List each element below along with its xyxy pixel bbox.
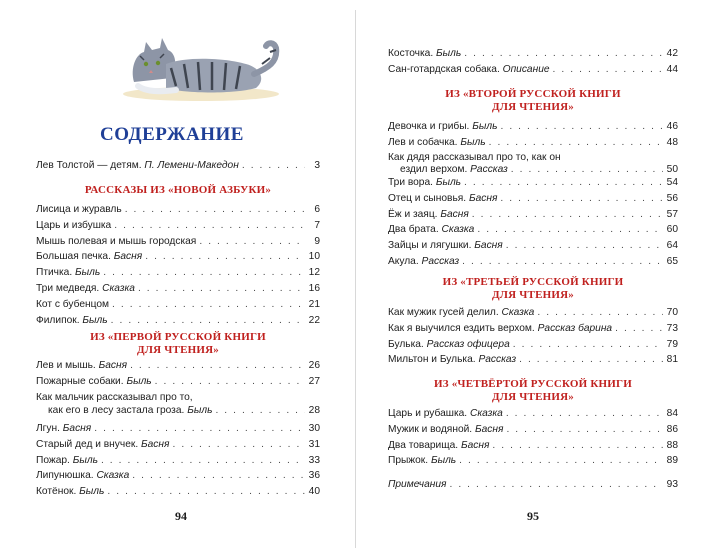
dot-leader [103, 267, 305, 279]
heading-line-1: ИЗ «ТРЕТЬЕЙ РУССКОЙ КНИГИ [442, 276, 624, 288]
entry-title: Как я выучился ездить верхом. [388, 322, 535, 334]
entry-page: 33 [308, 454, 320, 466]
toc-entry [36, 376, 320, 388]
entry-genre: Сказка [501, 307, 535, 318]
heading-line-2: ДЛЯ ЧТЕНИЯ» [492, 391, 574, 403]
entry-genre: Быль [187, 405, 213, 416]
entry-page: 86 [666, 423, 678, 435]
entry-title-line-2: как его в лесу застала гроза. [48, 405, 185, 416]
entry-title: Как мужик гусей делил. [388, 307, 499, 318]
entry-genre: Быль [126, 375, 152, 387]
entry-page: 31 [308, 438, 320, 450]
dot-leader [172, 439, 305, 451]
entry-page: 9 [314, 235, 320, 247]
entry-title: Царь и избушка [36, 219, 112, 231]
entry-title: Акула. [388, 256, 419, 267]
entry-page: 89 [666, 455, 678, 467]
toc-entry [36, 251, 320, 263]
entry-page: 84 [666, 408, 678, 419]
page-number-left: 94 [175, 509, 187, 523]
entry-title: Большая печка. [36, 251, 111, 263]
entry-title: Прыжок. [388, 455, 429, 467]
toc-entry [388, 354, 678, 366]
entry-title: Отец и сыновья. [388, 192, 467, 204]
entry-title: Пожар. [36, 454, 70, 466]
entry-title: Мужик и водяной. [388, 423, 473, 435]
entry-genre: Рассказ офицера [426, 338, 510, 350]
page-number-right: 95 [527, 509, 539, 523]
toc-entry [36, 455, 320, 467]
toc-entry-multiline-tail [400, 164, 678, 176]
entry-title: Птичка. [36, 267, 73, 279]
dot-leader [506, 424, 663, 436]
dot-leader [537, 307, 663, 319]
dot-leader [506, 240, 663, 252]
dot-leader [138, 283, 305, 295]
toc-entry [388, 256, 678, 268]
entry-title: Зайцы и лягушки. [388, 240, 472, 252]
entry-page: 10 [308, 251, 320, 263]
dot-leader [513, 339, 663, 351]
dot-leader [506, 408, 663, 420]
toc-entry [36, 439, 320, 451]
toc-entry [388, 323, 678, 335]
dot-leader [114, 220, 305, 232]
entry-page: 57 [666, 208, 678, 220]
cat-illustration [116, 34, 286, 104]
entry-genre: Басня [460, 439, 490, 451]
section-heading-chetvyortaya-kniga [388, 378, 678, 404]
entry-title: Девочка и грибы. [388, 121, 470, 132]
entry-page: 56 [666, 192, 678, 204]
dot-leader [112, 299, 305, 311]
dot-leader [145, 251, 305, 263]
entry-page: 93 [666, 479, 678, 490]
toc-entry [36, 236, 320, 248]
toc-entry [388, 240, 678, 252]
entry-page: 12 [308, 267, 320, 279]
toc-entry [388, 48, 678, 60]
entry-genre: Сказка [469, 408, 503, 419]
entry-genre: Басня [113, 251, 143, 263]
entry-title: Лев и собачка. [388, 136, 458, 148]
toc-entry [388, 408, 678, 420]
entry-genre: Описание [502, 63, 550, 75]
entry-page: 27 [308, 375, 320, 387]
entry-title: Котёнок. [36, 486, 77, 498]
dot-leader [519, 354, 663, 366]
dot-leader [492, 440, 663, 452]
entry-page: 40 [308, 486, 320, 498]
entry-page: 73 [666, 322, 678, 334]
toc-entry [388, 339, 678, 351]
toc-entry [388, 424, 678, 436]
entry-page: 81 [666, 354, 678, 366]
entry-genre: Быль [472, 121, 498, 132]
entry-title: Лев и мышь. [36, 360, 96, 371]
dot-leader [489, 137, 663, 149]
entry-title: Лгун. [36, 423, 60, 434]
entry-title: Царь и рубашка. [388, 408, 468, 419]
entry-genre: Быль [75, 267, 101, 279]
entry-genre: Сказка [102, 283, 135, 294]
entry-page: 44 [666, 63, 678, 75]
heading-line-1: ИЗ «ПЕРВОЙ РУССКОЙ КНИГИ [90, 331, 266, 343]
toc-entry-multiline [36, 392, 320, 404]
section-heading-tretya-kniga [388, 276, 678, 302]
entry-genre: Басня [141, 438, 170, 450]
dot-leader [464, 177, 663, 189]
toc-entry [388, 224, 678, 236]
toc-entry [388, 307, 678, 319]
entry-page: 16 [308, 283, 320, 294]
toc-entry [36, 315, 320, 327]
dot-leader [511, 164, 663, 176]
entry-author: П. Лемени-Македон [144, 160, 239, 171]
entry-genre: Быль [82, 314, 108, 326]
dot-leader [449, 479, 663, 491]
entry-title: Косточка. [388, 48, 434, 59]
dot-leader [155, 376, 305, 388]
entry-genre: Басня [62, 423, 92, 434]
toc-entry [388, 193, 678, 205]
entry-title: Липунюшка. [36, 470, 94, 482]
entry-title-line-2: ездил верхом. [400, 164, 468, 175]
entry-title: Лев Толстой — детям. [36, 160, 142, 171]
toc-entry-multiline [388, 152, 678, 164]
toc-entry [36, 267, 320, 279]
dot-leader [111, 315, 305, 327]
toc-entry [36, 423, 320, 435]
entry-page: 48 [666, 136, 678, 148]
entry-genre: Сказка [441, 224, 475, 236]
toc-entry [388, 177, 678, 189]
dot-leader [462, 256, 663, 268]
toc-entry [388, 440, 678, 452]
entry-title: Три медведя. [36, 283, 100, 294]
dot-leader [464, 48, 663, 60]
toc-entry [36, 470, 320, 482]
toc-entry [36, 160, 320, 172]
entry-title: Старый дед и внучек. [36, 438, 139, 450]
dot-leader [132, 470, 305, 482]
entry-genre: Рассказ [470, 164, 508, 175]
entry-page: 42 [666, 48, 678, 59]
entry-genre: Басня [474, 240, 503, 252]
entry-title: Пожарные собаки. [36, 375, 124, 387]
entry-page: 60 [666, 224, 678, 236]
entry-genre: Сказка [96, 470, 130, 482]
entry-genre: Рассказ барина [537, 322, 613, 334]
entry-page: 54 [666, 177, 678, 188]
toc-entry [388, 64, 678, 76]
section-heading-novaya-azbuka: РАССКАЗЫ ИЗ «НОВОЙ АЗБУКИ» [84, 184, 272, 196]
entry-page: 21 [308, 298, 320, 310]
entry-title: Три вора. [388, 177, 433, 188]
entry-page: 6 [314, 204, 320, 215]
toc-entry [36, 220, 320, 232]
dot-leader [101, 455, 305, 467]
entry-page: 3 [314, 160, 320, 171]
entry-genre: Басня [474, 423, 504, 435]
entry-page: 36 [308, 470, 320, 482]
left-page [12, 10, 356, 548]
toc-entry [36, 360, 320, 372]
entry-title: Примечания [388, 479, 447, 490]
dot-leader [125, 204, 305, 216]
entry-page: 70 [666, 307, 678, 318]
dot-leader [130, 360, 305, 372]
entry-genre: Быль [72, 454, 98, 466]
entry-title-line-1: Как дядя рассказывал про то, как он [388, 152, 561, 163]
entry-genre: Быль [460, 136, 486, 148]
entry-genre: Рассказ [421, 256, 460, 267]
dot-leader [477, 224, 663, 236]
dot-leader [94, 423, 305, 435]
dot-leader [199, 236, 305, 248]
toc-entry [36, 283, 320, 295]
entry-genre: Быль [430, 455, 457, 467]
entry-title: Лисица и журавль [36, 204, 122, 215]
heading-line-2: ДЛЯ ЧТЕНИЯ» [137, 344, 219, 356]
toc-entry [36, 486, 320, 498]
entry-page: 7 [314, 219, 320, 231]
entry-page: 46 [666, 121, 678, 132]
section-heading-pervaya-kniga [36, 331, 320, 357]
dot-leader [615, 323, 663, 335]
entry-genre: Быль [436, 48, 462, 59]
contents-title: СОДЕРЖАНИЕ [100, 124, 244, 145]
entry-title: Два товарища. [388, 439, 459, 451]
entry-genre: Басня [440, 208, 469, 220]
heading-line-1: ИЗ «ЧЕТВЁРТОЙ РУССКОЙ КНИГИ [434, 378, 632, 390]
entry-title: Два брата. [388, 224, 439, 236]
heading-line-1: ИЗ «ВТОРОЙ РУССКОЙ КНИГИ [445, 88, 621, 100]
toc-entry [36, 204, 320, 216]
toc-entry [388, 455, 678, 467]
dot-leader [459, 455, 663, 467]
entry-genre: Басня [98, 360, 128, 371]
entry-page: 64 [666, 240, 678, 252]
entry-title: Ёж и заяц. [388, 208, 438, 220]
entry-page: 26 [308, 360, 320, 371]
entry-page: 28 [308, 405, 320, 416]
toc-entry-multiline-tail [48, 405, 320, 417]
right-page [364, 10, 710, 548]
heading-line-2: ДЛЯ ЧТЕНИЯ» [492, 101, 574, 113]
dot-leader [215, 405, 305, 417]
entry-title: Мильтон и Булька. [388, 354, 476, 366]
dot-leader [242, 160, 305, 172]
entry-title: Булька. [388, 338, 424, 350]
entry-page: 50 [666, 164, 678, 175]
dot-leader [107, 486, 305, 498]
entry-page: 22 [308, 314, 320, 326]
heading-line-2: ДЛЯ ЧТЕНИЯ» [492, 289, 574, 301]
toc-entry [388, 121, 678, 133]
entry-page: 88 [666, 439, 678, 451]
toc-entry [388, 137, 678, 149]
dot-leader [500, 193, 663, 205]
entry-genre: Рассказ [478, 354, 517, 366]
toc-entry [388, 209, 678, 221]
entry-title-line-1: Как мальчик рассказывал про то, [36, 392, 193, 403]
dot-leader [500, 121, 663, 133]
section-heading-vtoraya-kniga [388, 88, 678, 114]
dot-leader [553, 64, 663, 76]
entry-title: Сан-готардская собака. [388, 63, 500, 75]
toc-entry-notes [388, 479, 678, 491]
entry-title: Мышь полевая и мышь городская [36, 235, 197, 247]
dot-leader [472, 209, 663, 221]
entry-page: 79 [666, 338, 678, 350]
entry-title: Кот с бубенцом [36, 298, 110, 310]
entry-genre: Быль [435, 177, 462, 188]
entry-page: 65 [666, 256, 678, 267]
entry-title: Филипок. [36, 314, 80, 326]
entry-genre: Басня [468, 192, 498, 204]
entry-genre: Быль [79, 486, 105, 498]
entry-page: 30 [308, 423, 320, 434]
toc-entry [36, 299, 320, 311]
